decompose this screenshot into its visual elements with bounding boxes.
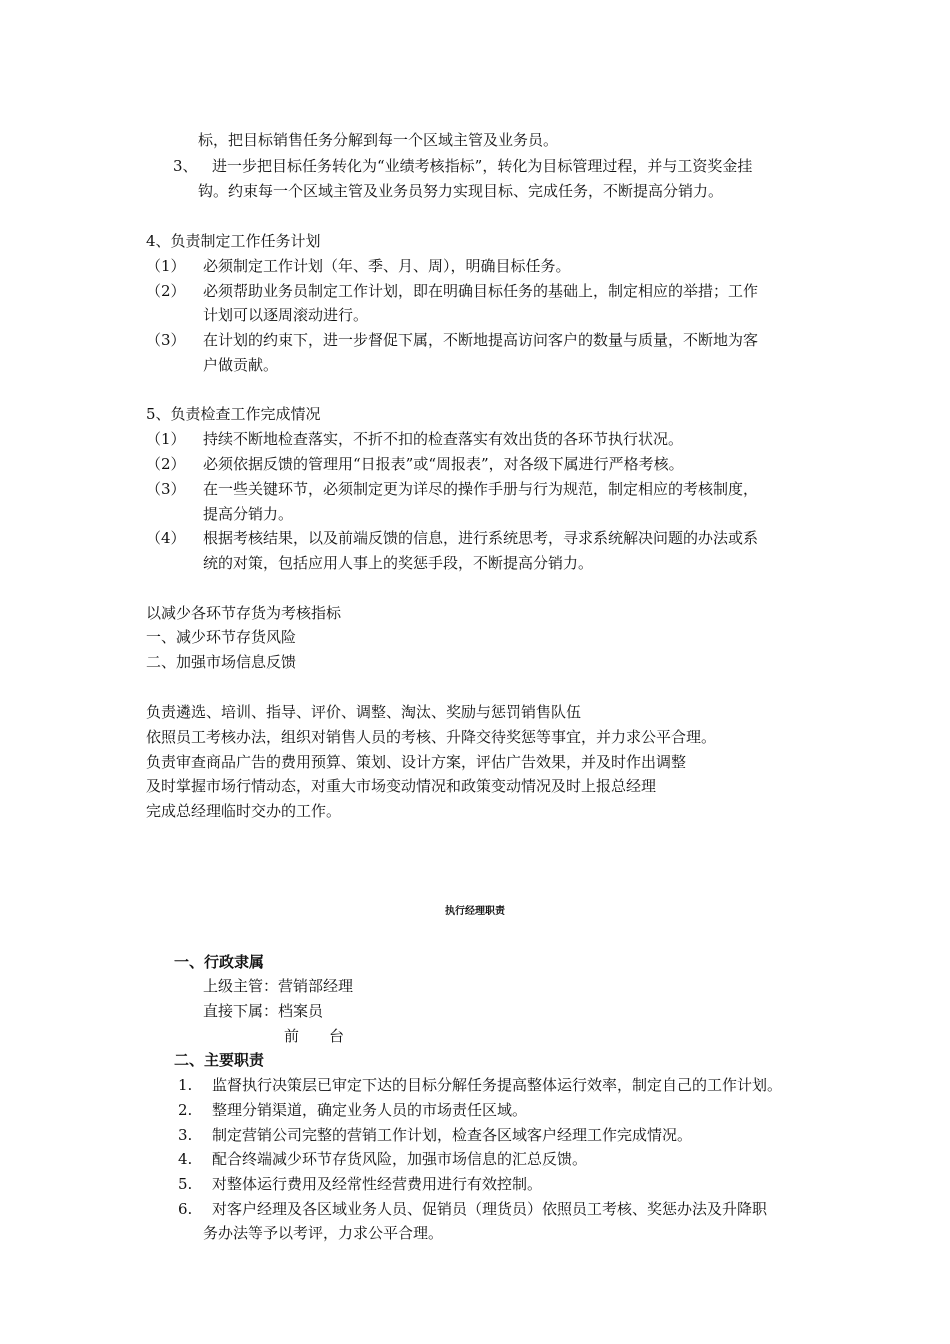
list-number: （2） (146, 455, 186, 473)
section-heading: 4、负责制定工作任务计划 (146, 232, 321, 250)
subordinate-line: 直接下属：档案员 (203, 1002, 324, 1020)
admin-heading: 一、行政隶属 (174, 953, 265, 971)
main-duties-heading: 二、主要职责 (174, 1051, 265, 1069)
duty-line: 及时掌握市场行情动态，对重大市场变动情况和政策变动情况及时上报总经理 (146, 777, 657, 795)
list-number: （3） (146, 480, 186, 498)
list-number: （1） (146, 257, 186, 275)
subordinate-line-2: 前 台 (284, 1027, 345, 1045)
list-item-text: 在一些关键环节，必须制定更为详尽的操作手册与行为规范，制定相应的考核制度， (203, 480, 759, 498)
list-number: 3、 (173, 157, 198, 175)
superior-line: 上级主管：营销部经理 (203, 977, 354, 995)
list-item-text: 对整体运行费用及经常性经营费用进行有效控制。 (212, 1175, 543, 1193)
list-item-text: 必须帮助业务员制定工作计划，即在明确目标任务的基础上，制定相应的举措；工作 (203, 282, 759, 300)
list-item-text: 监督执行决策层已审定下达的目标分解任务提高整体运行效率，制定自己的工作计划。 (212, 1076, 783, 1094)
list-number: 3. (178, 1126, 193, 1144)
list-item-text: 在计划的约束下，进一步督促下属，不断地提高访问客户的数量与质量，不断地为客 (203, 331, 759, 349)
list-item-text: 必须制定工作计划（年、季、月、周），明确目标任务。 (203, 257, 571, 275)
list-item-text: 根据考核结果，以及前端反馈的信息，进行系统思考，寻求系统解决问题的办法或系 (203, 529, 759, 547)
list-number: （1） (146, 430, 186, 448)
section-heading: 5、负责检查工作完成情况 (146, 405, 321, 423)
list-item-text: 计划可以逐周滚动进行。 (203, 306, 369, 324)
list-number: （4） (146, 529, 186, 547)
continuation-line: 标，把目标销售任务分解到每一个区域主管及业务员。 (198, 131, 559, 149)
list-item-text: 钩。约束每一个区域主管及业务员努力实现目标、完成任务，不断提高分销力。 (198, 182, 724, 200)
duty-line: 完成总经理临时交办的工作。 (146, 802, 342, 820)
list-item-text: 制定营销公司完整的营销工作计划，检查各区域客户经理工作完成情况。 (212, 1126, 693, 1144)
page-title: 执行经理职责 (445, 906, 505, 917)
list-item-text: 提高分销力。 (203, 505, 294, 523)
kpi-title: 以减少各环节存货为考核指标 (146, 604, 342, 622)
list-item-text: 必须依据反馈的管理用“日报表”或“周报表”，对各级下属进行严格考核。 (203, 455, 684, 473)
list-number: （3） (146, 331, 186, 349)
list-number: 5. (178, 1175, 193, 1193)
list-item-text: 进一步把目标任务转化为“业绩考核指标”，转化为目标管理过程，并与工资奖金挂 (212, 157, 753, 175)
list-item-text: 配合终端减少环节存货风险，加强市场信息的汇总反馈。 (212, 1150, 588, 1168)
list-item-text: 户做贡献。 (203, 356, 279, 374)
list-item-text: 务办法等予以考评，力求公平合理。 (203, 1224, 444, 1242)
duty-line: 负责审查商品广告的费用预算、策划、设计方案，评估广告效果，并及时作出调整 (146, 753, 687, 771)
kpi-item: 二、加强市场信息反馈 (146, 653, 297, 671)
list-item-text: 统的对策，包括应用人事上的奖惩手段，不断提高分销力。 (203, 554, 594, 572)
kpi-item: 一、减少环节存货风险 (146, 628, 297, 646)
list-item-text: 整理分销渠道，确定业务人员的市场责任区域。 (212, 1101, 528, 1119)
list-number: 1. (178, 1076, 193, 1094)
list-number: 2. (178, 1101, 193, 1119)
list-item-text: 对客户经理及各区域业务人员、促销员（理货员）依照员工考核、奖惩办法及升降职 (212, 1200, 768, 1218)
duty-line: 依照员工考核办法，组织对销售人员的考核、升降交待奖惩等事宜，并力求公平合理。 (146, 728, 717, 746)
list-number: （2） (146, 282, 186, 300)
duty-line: 负责遴选、培训、指导、评价、调整、淘汰、奖励与惩罚销售队伍 (146, 703, 582, 721)
list-number: 6. (178, 1200, 193, 1218)
list-item-text: 持续不断地检查落实，不折不扣的检查落实有效出货的各环节执行状况。 (203, 430, 684, 448)
list-number: 4. (178, 1150, 193, 1168)
